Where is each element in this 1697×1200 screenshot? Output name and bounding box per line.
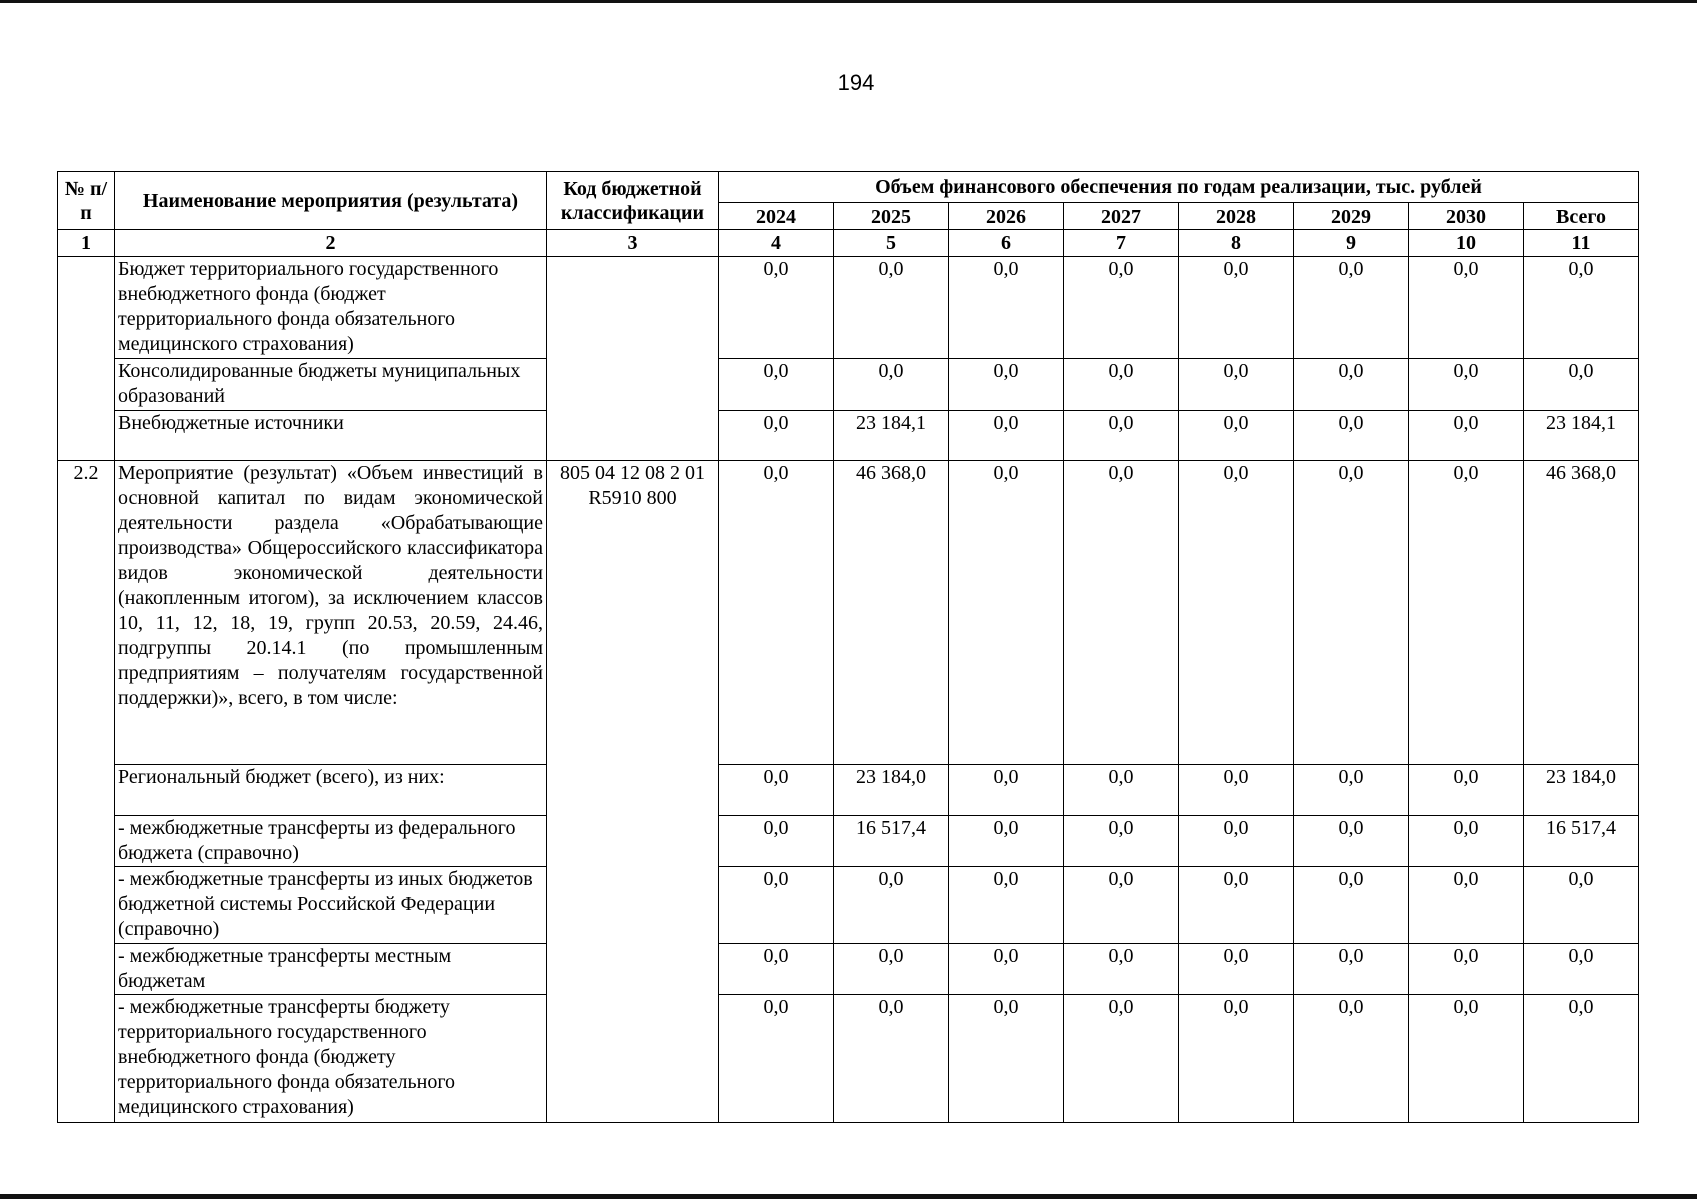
value-cell: 0,0 [1179,765,1294,816]
value-cell: 0,0 [949,995,1064,1123]
row-name: Региональный бюджет (всего), из них: [115,765,547,816]
table-row [58,461,1639,765]
value-cell: 0,0 [949,411,1064,461]
code-cell-empty [547,257,719,461]
row-name: - межбюджетные трансферты из федерального бюджета (справочно) [115,816,547,867]
value-cell: 0,0 [1409,461,1524,765]
table-row [58,816,1639,867]
value-cell: 0,0 [1294,461,1409,765]
header-num: № п/п [58,172,115,230]
row-name: Бюджет территориального государственного внебюджетного фонда (бюджет территориального фонда обязательного медицинского страхования) [115,257,547,359]
index-cell: 5 [834,230,949,257]
value-cell: 0,0 [1524,257,1639,359]
value-cell: 0,0 [1294,867,1409,944]
item-number: 2.2 [58,461,115,1123]
header-year: 2026 [949,203,1064,230]
value-cell: 0,0 [1294,359,1409,411]
table-row [58,765,1639,816]
value-cell: 0,0 [834,359,949,411]
table-row [58,995,1639,1123]
row-name-main [115,461,547,765]
index-cell: 1 [58,230,115,257]
column-index-row [58,230,1639,257]
value-cell: 0,0 [1179,867,1294,944]
value-cell: 0,0 [1064,867,1179,944]
header-volume: Объем финансового обеспечения по годам реализации, тыс. рублей [719,172,1639,203]
value-cell: 0,0 [834,867,949,944]
row-name: Внебюджетные источники [115,411,547,461]
table-row [58,411,1639,461]
value-cell: 0,0 [1064,995,1179,1123]
value-cell: 0,0 [949,257,1064,359]
value-cell: 0,0 [719,867,834,944]
value-cell: 0,0 [719,765,834,816]
value-cell: 23 184,0 [1524,765,1639,816]
index-cell: 4 [719,230,834,257]
top-border-line [0,0,1697,3]
value-cell: 23 184,1 [834,411,949,461]
value-cell: 0,0 [1409,995,1524,1123]
value-cell: 0,0 [719,944,834,995]
value-cell: 0,0 [949,359,1064,411]
num-cell-empty [58,257,115,461]
row-name: - межбюджетные трансферты из иных бюджетов бюджетной системы Российской Федерации (справочно) [115,867,547,944]
index-cell: 3 [547,230,719,257]
table-row [58,867,1639,944]
value-cell: 0,0 [949,816,1064,867]
value-cell: 23 184,1 [1524,411,1639,461]
header-name: Наименование мероприятия (результата) [115,172,547,230]
value-cell: 0,0 [1524,995,1639,1123]
index-cell: 10 [1409,230,1524,257]
value-cell: 23 184,0 [834,765,949,816]
value-cell: 0,0 [949,461,1064,765]
value-cell: 0,0 [719,257,834,359]
page-number: 194 [837,70,875,95]
value-cell: 0,0 [1524,867,1639,944]
header-total: Всего [1524,203,1639,230]
value-cell: 0,0 [1064,816,1179,867]
table-row [58,944,1639,995]
index-cell: 8 [1179,230,1294,257]
value-cell: 0,0 [1294,257,1409,359]
table-row [58,257,1639,359]
row-name-main-text: Мероприятие (результат) «Объем инвестиций в основной капитал по видам экономической деятельности раздела «Обрабатывающие производства» Общероссийского классификатора видов экономической деятельности (накопленным итогом), за исключением классов 10, 11, 12, 18, 19, групп 20.53, 20.59, 24.46, подгруппы 20.14.1 (по промышленным предприятиям – получателям государственной [118,462,543,684]
value-cell: 0,0 [1294,816,1409,867]
value-cell: 0,0 [1064,765,1179,816]
value-cell: 0,0 [1064,359,1179,411]
index-cell: 9 [1294,230,1409,257]
value-cell: 0,0 [1294,411,1409,461]
header-year: 2024 [719,203,834,230]
value-cell: 0,0 [1409,816,1524,867]
header-year: 2030 [1409,203,1524,230]
budget-code: 805 04 12 08 2 01 R5910 800 [547,461,719,1123]
value-cell: 0,0 [1409,411,1524,461]
value-cell: 0,0 [1409,765,1524,816]
value-cell: 0,0 [719,359,834,411]
value-cell: 0,0 [1064,461,1179,765]
header-year: 2027 [1064,203,1179,230]
index-cell: 6 [949,230,1064,257]
value-cell: 0,0 [949,867,1064,944]
value-cell: 46 368,0 [834,461,949,765]
index-cell: 11 [1524,230,1639,257]
value-cell: 0,0 [1179,995,1294,1123]
value-cell: 0,0 [719,411,834,461]
value-cell: 0,0 [1409,944,1524,995]
value-cell: 0,0 [834,995,949,1123]
value-cell: 0,0 [1524,944,1639,995]
header-code: Код бюджетной классификации [547,172,719,230]
row-name: - межбюджетные трансферты бюджету территориального государственного внебюджетного фонда (бюджету территориального фонда обязательного медицинского страхования) [115,995,547,1123]
value-cell: 0,0 [1294,765,1409,816]
value-cell: 0,0 [1064,257,1179,359]
row-name: Консолидированные бюджеты муниципальных образований [115,359,547,411]
value-cell: 0,0 [949,765,1064,816]
value-cell: 16 517,4 [1524,816,1639,867]
financing-table [57,171,1639,1123]
header-year: 2028 [1179,203,1294,230]
value-cell: 0,0 [1179,944,1294,995]
value-cell: 0,0 [1294,995,1409,1123]
value-cell: 0,0 [1294,944,1409,995]
value-cell: 0,0 [719,461,834,765]
value-cell: 0,0 [1179,411,1294,461]
index-cell: 2 [115,230,547,257]
value-cell: 0,0 [834,257,949,359]
row-name-main-last: поддержки)», всего, в том числе: [118,687,398,709]
value-cell: 16 517,4 [834,816,949,867]
value-cell: 46 368,0 [1524,461,1639,765]
header-year: 2029 [1294,203,1409,230]
value-cell: 0,0 [1524,359,1639,411]
value-cell: 0,0 [719,995,834,1123]
value-cell: 0,0 [1064,944,1179,995]
value-cell: 0,0 [1409,867,1524,944]
value-cell: 0,0 [1409,359,1524,411]
bottom-border-line [0,1194,1697,1199]
value-cell: 0,0 [834,944,949,995]
value-cell: 0,0 [1179,461,1294,765]
value-cell: 0,0 [949,944,1064,995]
table-row [58,359,1639,411]
header-year: 2025 [834,203,949,230]
value-cell: 0,0 [1179,816,1294,867]
index-cell: 7 [1064,230,1179,257]
value-cell: 0,0 [1409,257,1524,359]
value-cell: 0,0 [1064,411,1179,461]
value-cell: 0,0 [719,816,834,867]
value-cell: 0,0 [1179,359,1294,411]
row-name: - межбюджетные трансферты местным бюджетам [115,944,547,995]
value-cell: 0,0 [1179,257,1294,359]
